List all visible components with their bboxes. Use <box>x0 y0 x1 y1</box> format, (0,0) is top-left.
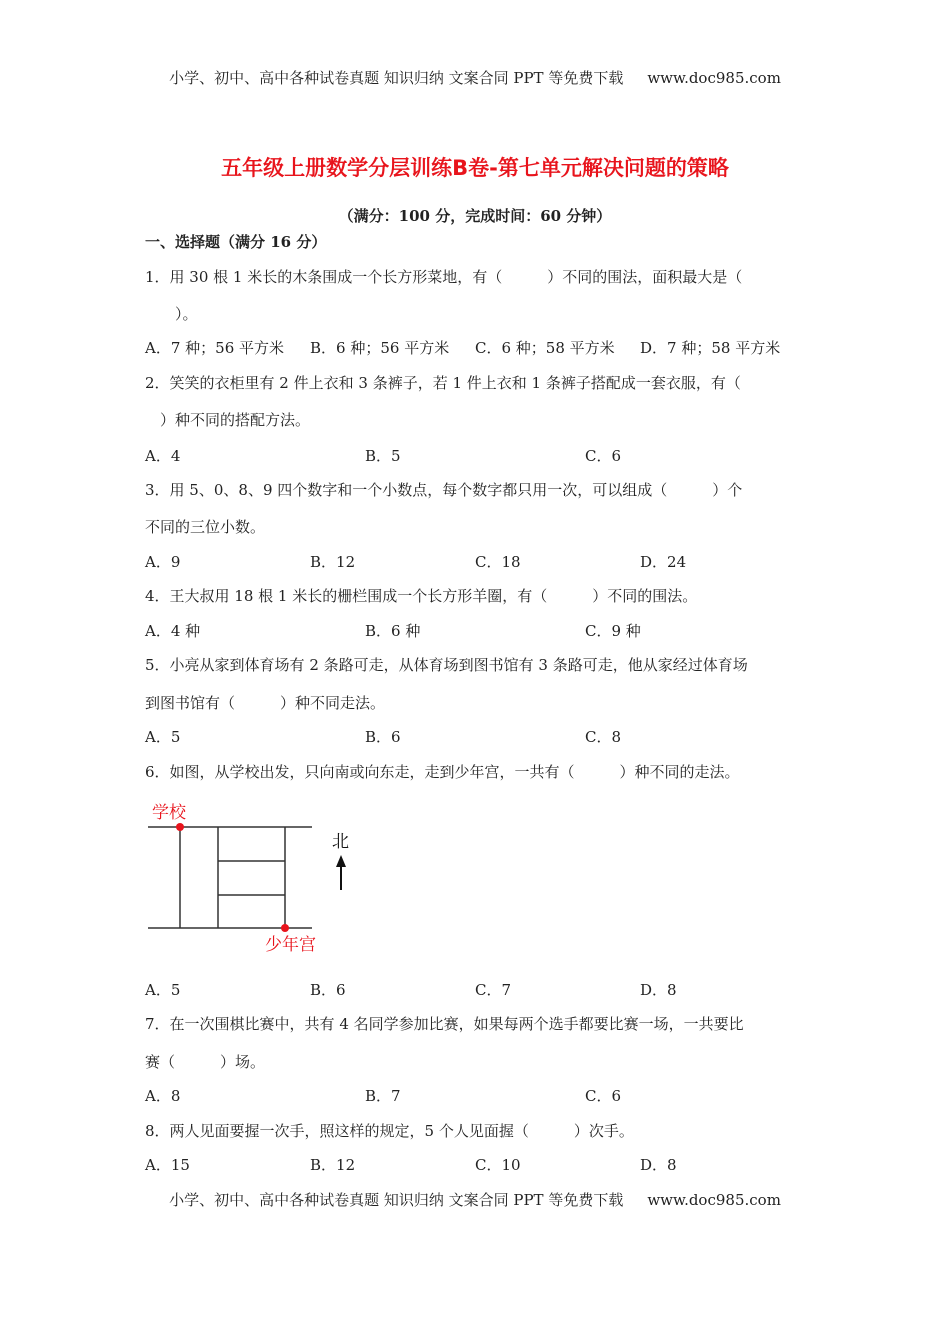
question-1-text: ）。 <box>145 305 198 323</box>
question-8-option[interactable]: C．10 <box>475 1156 521 1174</box>
question-6-option[interactable]: A．5 <box>145 981 181 999</box>
question-7-option[interactable]: A．8 <box>145 1087 181 1105</box>
question-7-option[interactable]: C．6 <box>585 1087 622 1105</box>
page-footer <box>0 1190 950 1210</box>
question-6-option[interactable]: C．7 <box>475 981 512 999</box>
page-subtitle: （满分：100 分，完成时间：60 分钟） <box>338 207 612 225</box>
question-5-option[interactable]: A．5 <box>145 728 181 746</box>
section-heading: 一、选择题（满分 16 分） <box>145 233 327 251</box>
school-dot <box>176 823 184 831</box>
question-7-text: 赛（ ）场。 <box>145 1053 266 1071</box>
question-3-text: 不同的三位小数。 <box>145 518 266 536</box>
question-4-option[interactable]: B．6 种 <box>365 622 421 640</box>
footer-link[interactable]: www.doc985.com <box>647 1191 781 1209</box>
school-label: 学校 <box>152 803 186 823</box>
palace-label: 少年宫 <box>265 935 316 955</box>
footer-text: 小学、初中、高中各种试卷真题 知识归纳 文案合同 PPT 等免费下载 <box>169 1191 624 1209</box>
north-arrowhead-icon <box>336 855 346 867</box>
question-4-option[interactable]: A．4 种 <box>145 622 201 640</box>
question-5-option[interactable]: B．6 <box>365 728 401 746</box>
header-link[interactable]: www.doc985.com <box>647 69 781 87</box>
question-3-text: 3．用 5、0、8、9 四个数字和一个小数点，每个数字都只用一次，可以组成（ ）个 <box>145 481 743 499</box>
question-1-option[interactable]: D．7 种；58 平方米 <box>640 339 781 357</box>
question-1-option[interactable]: A．7 种；56 平方米 <box>145 339 284 357</box>
question-8-text: 8．两人见面要握一次手，照这样的规定，5 个人见面握（ ）次手。 <box>145 1122 634 1140</box>
question-1-text: 1．用 30 根 1 米长的木条围成一个长方形菜地，有（ ）不同的围法，面积最大是（ <box>145 268 743 286</box>
question-5-text: 5．小亮从家到体育场有 2 条路可走，从体育场到图书馆有 3 条路可走，他从家经过体育场 <box>145 656 748 674</box>
question-6-option[interactable]: B．6 <box>310 981 346 999</box>
question-7-option[interactable]: B．7 <box>365 1087 401 1105</box>
page-title: 五年级上册数学分层训练B卷-第七单元解决问题的策略 <box>221 156 729 180</box>
question-2-option[interactable]: A．4 <box>145 447 181 465</box>
question-5-option[interactable]: C．8 <box>585 728 622 746</box>
question-4-option[interactable]: C．9 种 <box>585 622 641 640</box>
header-text: 小学、初中、高中各种试卷真题 知识归纳 文案合同 PPT 等免费下载 <box>169 69 624 87</box>
question-3-option[interactable]: B．12 <box>310 553 356 571</box>
question-8-option[interactable]: B．12 <box>310 1156 356 1174</box>
question-8-option[interactable]: D．8 <box>640 1156 677 1174</box>
question-3-option[interactable]: C．18 <box>475 553 521 571</box>
route-diagram <box>140 795 380 965</box>
page-header <box>0 68 950 88</box>
north-label: 北 <box>332 832 349 852</box>
question-8-option[interactable]: A．15 <box>145 1156 190 1174</box>
question-2-option[interactable]: B．5 <box>365 447 401 465</box>
question-6-option[interactable]: D．8 <box>640 981 677 999</box>
question-3-option[interactable]: A．9 <box>145 553 181 571</box>
question-1-option[interactable]: B．6 种；56 平方米 <box>310 339 450 357</box>
question-1-option[interactable]: C．6 种；58 平方米 <box>475 339 615 357</box>
question-4-text: 4．王大叔用 18 根 1 米长的栅栏围成一个长方形羊圈，有（ ）不同的围法。 <box>145 587 698 605</box>
question-7-text: 7．在一次围棋比赛中，共有 4 名同学参加比赛，如果每两个选手都要比赛一场，一共要比 <box>145 1015 744 1033</box>
question-6-text: 6．如图，从学校出发，只向南或向东走，走到少年宫，一共有（ ）种不同的走法。 <box>145 763 740 781</box>
question-2-option[interactable]: C．6 <box>585 447 622 465</box>
palace-dot <box>281 924 289 932</box>
question-2-text: 2．笑笑的衣柜里有 2 件上衣和 3 条裤子，若 1 件上衣和 1 条裤子搭配成一套衣服，有（ <box>145 374 741 392</box>
question-5-text: 到图书馆有（ ）种不同走法。 <box>145 694 386 712</box>
question-3-option[interactable]: D．24 <box>640 553 687 571</box>
question-2-text: ）种不同的搭配方法。 <box>145 411 311 429</box>
